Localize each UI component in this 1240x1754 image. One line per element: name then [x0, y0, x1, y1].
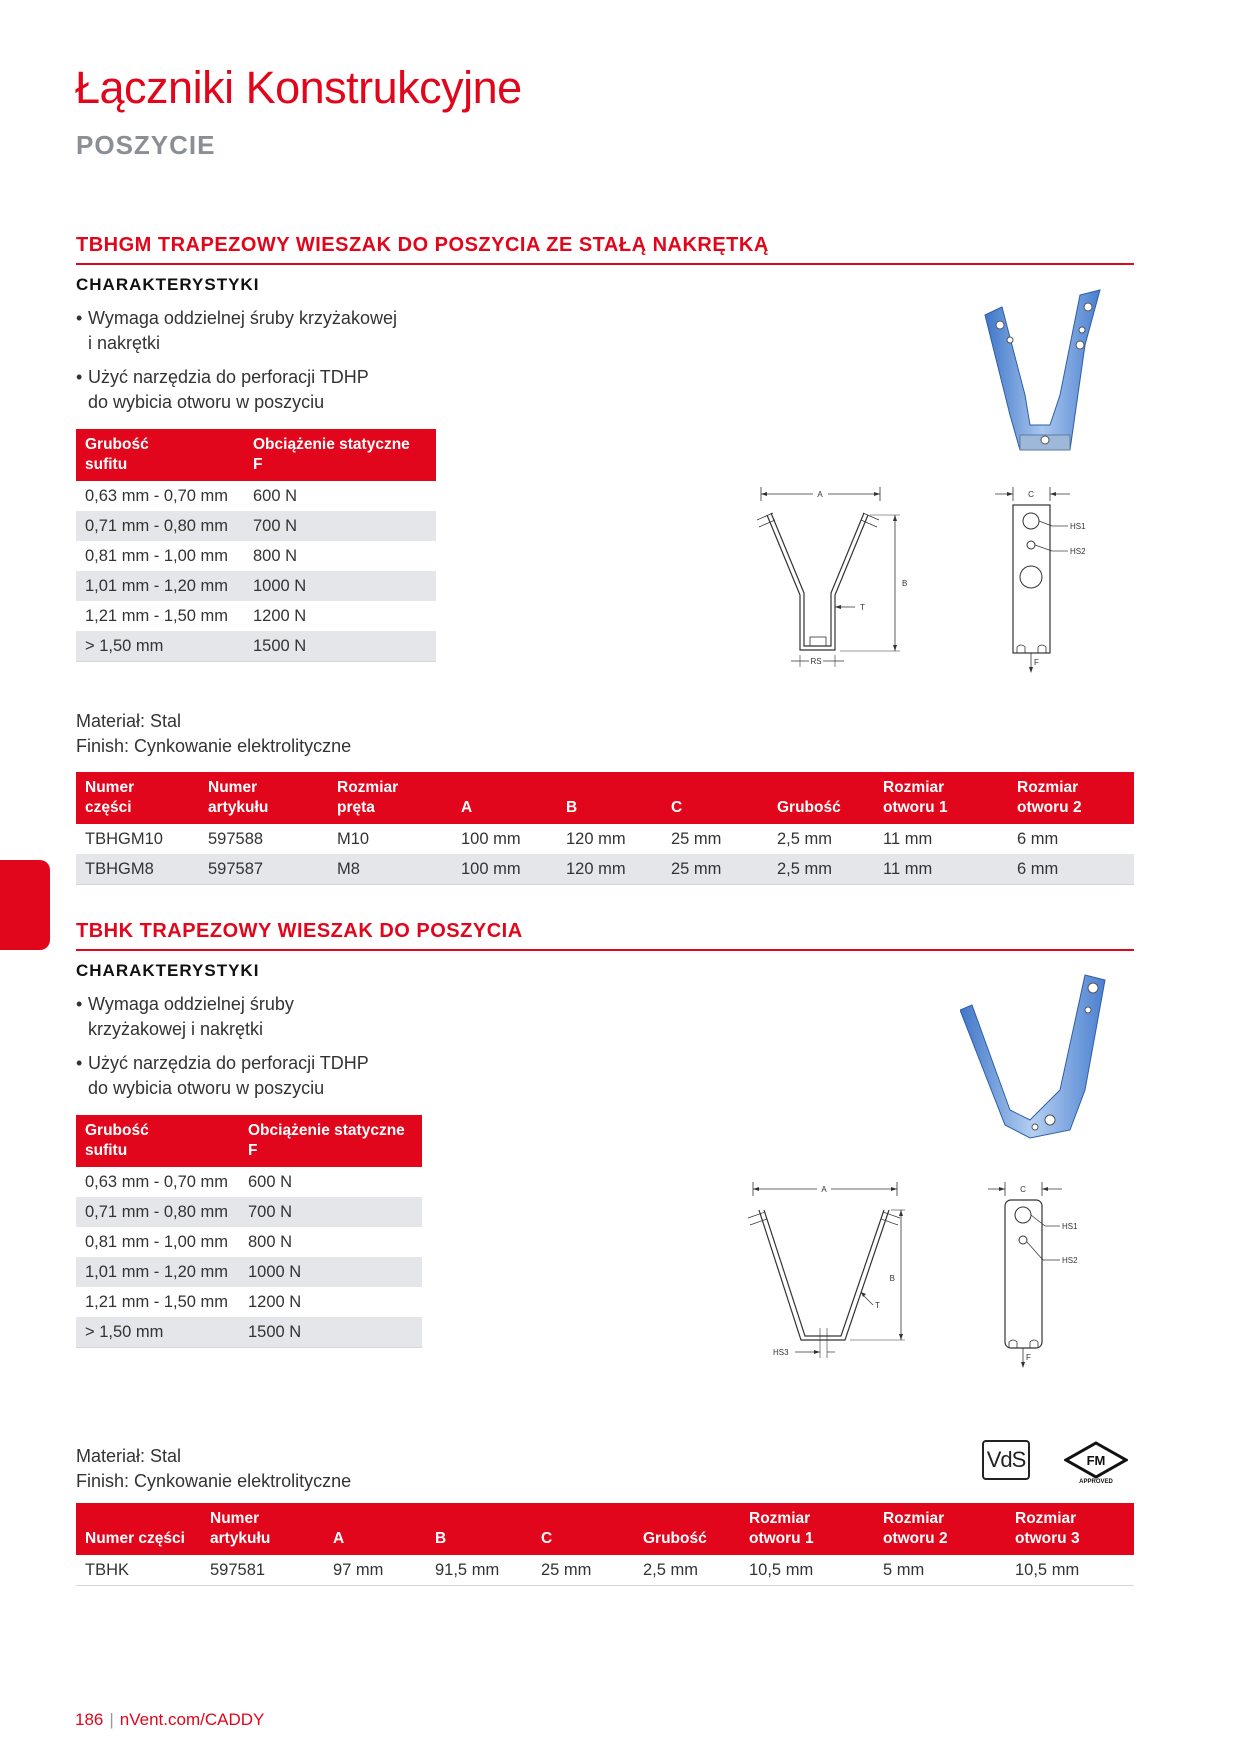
dim-label-t: T [860, 603, 865, 612]
table-row [76, 1287, 422, 1317]
cell: 0,81 mm - 1,00 mm [85, 546, 229, 565]
fm-logo-text: FM [1086, 1453, 1106, 1468]
col-header: Grubość [768, 772, 874, 824]
cell: 0,63 mm - 0,70 mm [85, 1172, 229, 1191]
table-header-row [76, 429, 436, 481]
col-header: Numer artykułu [201, 1503, 324, 1555]
col-header: Rozmiar otworu 3 [1006, 1503, 1134, 1555]
section2-char-heading: CHARAKTERYSTYKI [76, 961, 260, 980]
col-header: Grubość [634, 1503, 740, 1555]
dim-label-hs2: HS2 [1070, 547, 1086, 556]
col-header: A [324, 1503, 426, 1555]
table-row [76, 1167, 422, 1197]
table-row [76, 1317, 422, 1348]
cell: 700 N [239, 1197, 422, 1227]
bullet-item: • Wymaga oddzielnej śruby krzyżakowej i nakrętki [76, 306, 397, 356]
cell: 10,5 mm [1006, 1555, 1134, 1586]
material-text: Materiał: Stal [76, 1446, 182, 1466]
dim-label-f: F [1034, 658, 1039, 667]
cell: 0,81 mm - 1,00 mm [85, 1232, 229, 1251]
dim-label-c: C [1028, 490, 1034, 499]
bullet-item: • Użyć narzędzia do perforacji TDHP do wybicia otworu w poszyciu [76, 365, 397, 415]
cell: 0,71 mm - 0,80 mm [76, 511, 244, 541]
cell: 800 N [248, 1232, 293, 1251]
dim-label-rs: RS [810, 657, 822, 666]
dim-label-a: A [817, 490, 823, 499]
table-row [76, 511, 436, 541]
col-header: Numer artykułu [199, 772, 328, 824]
cell: 10,5 mm [740, 1555, 874, 1586]
table-row [76, 541, 436, 571]
cell: 1500 N [239, 1317, 422, 1348]
cell: TBHK [76, 1555, 201, 1586]
table-header-row [76, 772, 1134, 824]
dim-label-a: A [821, 1185, 827, 1194]
section1-material [76, 709, 351, 759]
cell: 5 mm [874, 1555, 1006, 1586]
dim-label-b: B [902, 579, 908, 588]
cell: 2,5 mm [768, 854, 874, 885]
col-header: C [532, 1503, 634, 1555]
cell: 91,5 mm [426, 1555, 532, 1586]
col-header: Obciążenie statyczne F [244, 429, 436, 481]
dim-label-hs2: HS2 [1062, 1256, 1078, 1265]
table-row [76, 571, 436, 601]
dim-label-hs1: HS1 [1062, 1222, 1078, 1231]
page-title: Łączniki Konstrukcyjne [75, 62, 522, 113]
section2-heading: TBHK TRAPEZOWY WIESZAK DO POSZYCIA [76, 920, 1134, 951]
dim-label-b: B [889, 1274, 895, 1283]
cell: 597587 [199, 854, 328, 885]
table-header-row [76, 1503, 1134, 1555]
cell: 0,63 mm - 0,70 mm [85, 486, 229, 505]
cell: 1500 N [244, 631, 436, 662]
cell: 1,21 mm - 1,50 mm [85, 606, 229, 625]
cell: 100 mm [452, 854, 557, 885]
page-number: 186 [75, 1710, 104, 1729]
material-text: Materiał: Stal [76, 711, 182, 731]
dim-label-f: F [1026, 1353, 1031, 1362]
cell: M10 [337, 829, 370, 848]
bullet-item: • Wymaga oddzielnej śruby krzyżakowej i nakrętki [76, 992, 369, 1042]
table-row [76, 1257, 422, 1287]
cell: 597581 [201, 1555, 324, 1586]
side-tab [0, 860, 50, 950]
col-header: C [662, 772, 768, 824]
table-row [76, 854, 1134, 885]
fm-logo-subtext: APPROVED [1079, 1479, 1113, 1484]
section2-spec-table [76, 1503, 1134, 1586]
table-row [76, 824, 1134, 854]
cell: 120 mm [557, 854, 662, 885]
cell: 6 mm [1017, 829, 1059, 848]
page-footer [75, 1710, 264, 1730]
finish-text: Finish: Cynkowanie elektrolityczne [76, 736, 352, 756]
table-row [76, 481, 436, 511]
col-header: Rozmiar otworu 2 [1008, 772, 1134, 824]
cell: 1,21 mm - 1,50 mm [85, 1292, 229, 1311]
cell: 1,01 mm - 1,20 mm [76, 571, 244, 601]
footer-separator: | [109, 1710, 114, 1729]
col-header: A [452, 772, 557, 824]
fm-approved-logo [1064, 1440, 1128, 1484]
cell: 1,01 mm - 1,20 mm [76, 1257, 239, 1287]
col-header: Obciążenie statyczne F [239, 1115, 422, 1167]
table-header-row [76, 1115, 422, 1167]
col-header: Rozmiar otworu 1 [874, 772, 1008, 824]
page-subtitle: POSZYCIE [76, 130, 216, 160]
col-header: Grubość sufitu [76, 1115, 239, 1167]
dim-label-t: T [875, 1301, 880, 1310]
cell: 6 mm [1008, 854, 1134, 885]
table-row [76, 601, 436, 631]
col-header: Numer części [76, 772, 199, 824]
cell: 25 mm [662, 854, 768, 885]
table-row [76, 631, 436, 662]
cell: 1200 N [253, 606, 307, 625]
tbhgm-product-photo [980, 285, 1110, 460]
cell: 600 N [253, 486, 298, 505]
cell: > 1,50 mm [76, 631, 244, 662]
cell: M8 [328, 854, 452, 885]
cell: 25 mm [532, 1555, 634, 1586]
cell: 700 N [244, 511, 436, 541]
cell: 120 mm [566, 829, 626, 848]
cell: 97 mm [324, 1555, 426, 1586]
section2-load-table [76, 1115, 422, 1348]
section1-heading: TBHGM TRAPEZOWY WIESZAK DO POSZYCIA ZE STAŁĄ NAKRĘTKĄ [76, 234, 1134, 265]
section2-material [76, 1444, 351, 1494]
cell: 1000 N [244, 571, 436, 601]
table-row [76, 1555, 1134, 1586]
col-header: Numer części [76, 1503, 201, 1555]
tbhk-side-drawing [745, 1180, 905, 1370]
col-header: B [557, 772, 662, 824]
section2-bullets [76, 992, 369, 1110]
section1-char-heading: CHARAKTERYSTYKI [76, 275, 260, 294]
bullet-item: • Użyć narzędzia do perforacji TDHP do wybicia otworu w poszyciu [76, 1051, 369, 1101]
dim-label-hs1: HS1 [1070, 522, 1086, 531]
col-header: Rozmiar otworu 1 [740, 1503, 874, 1555]
cell: 100 mm [461, 829, 521, 848]
cell: 800 N [253, 546, 298, 565]
section1-bullets [76, 306, 397, 424]
col-header: Rozmiar otworu 2 [874, 1503, 1006, 1555]
section1-spec-table [76, 772, 1134, 885]
cell: 600 N [248, 1172, 293, 1191]
col-header: Rozmiar pręta [328, 772, 452, 824]
col-header: B [426, 1503, 532, 1555]
table-row [76, 1197, 422, 1227]
cell: 0,71 mm - 0,80 mm [76, 1197, 239, 1227]
cell: 1200 N [248, 1292, 302, 1311]
footer-link[interactable]: nVent.com/CADDY [119, 1710, 265, 1729]
col-header: Grubość sufitu [76, 429, 244, 481]
dim-label-hs3: HS3 [773, 1348, 789, 1357]
cell: 2,5 mm [777, 829, 833, 848]
cell: 2,5 mm [634, 1555, 740, 1586]
cell: TBHGM10 [85, 829, 163, 848]
cell: 11 mm [874, 854, 1008, 885]
table-row [76, 1227, 422, 1257]
cell: > 1,50 mm [76, 1317, 239, 1348]
tbhgm-side-drawing [755, 485, 915, 675]
cell: 597588 [208, 829, 264, 848]
cell: 11 mm [883, 829, 933, 848]
cell: 1000 N [239, 1257, 422, 1287]
vds-logo: VdS [982, 1440, 1030, 1480]
cell: 25 mm [671, 829, 722, 848]
finish-text: Finish: Cynkowanie elektrolityczne [76, 1471, 352, 1491]
section1-load-table [76, 429, 436, 662]
dim-label-c: C [1020, 1185, 1026, 1194]
tbhk-product-photo [960, 970, 1120, 1145]
tbhgm-front-drawing [990, 485, 1110, 675]
cell: TBHGM8 [76, 854, 199, 885]
tbhk-front-drawing [985, 1180, 1105, 1370]
